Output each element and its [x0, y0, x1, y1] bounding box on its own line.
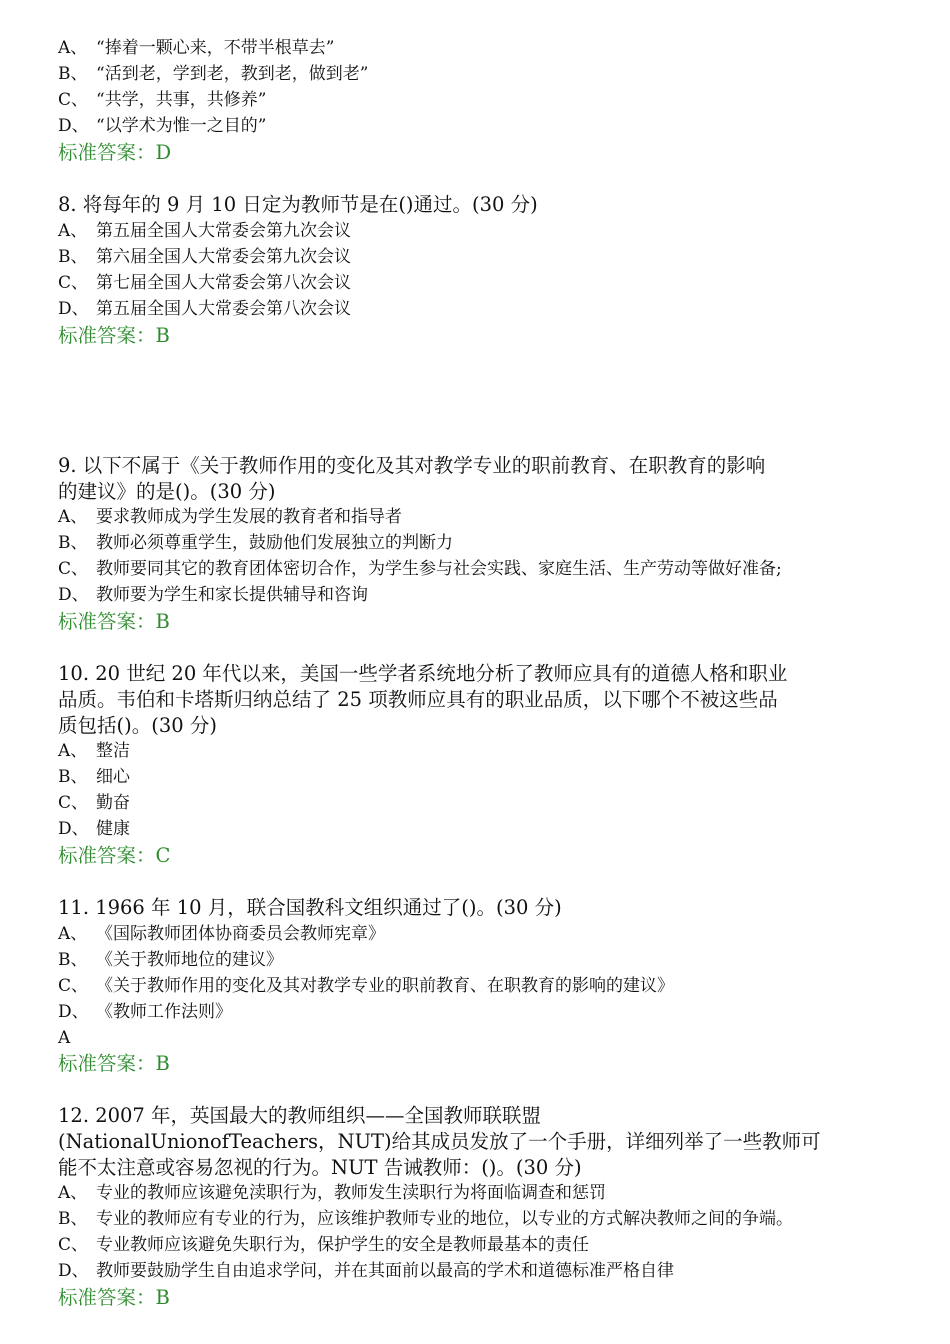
- option-text: 细心: [96, 767, 130, 787]
- option-letter: C、: [58, 559, 89, 579]
- option-text: “共学，共事，共修养”: [96, 90, 267, 110]
- option-letter: A、: [58, 924, 88, 944]
- option-text: 《关于教师地位的建议》: [96, 950, 283, 970]
- option-text: 教师要为学生和家长提供辅导和咨询: [96, 585, 368, 605]
- option-letter: C、: [58, 273, 89, 293]
- answer-line: 标准答案：B: [58, 1286, 170, 1309]
- option-letter: B、: [58, 64, 88, 84]
- question-text: 11. 1966 年 10 月，联合国教科文组织通过了()。(30 分): [58, 896, 562, 919]
- option-letter: D、: [58, 299, 89, 319]
- question-text: 12. 2007 年，英国最大的教师组织——全国教师联联盟: [58, 1104, 542, 1127]
- option-text: 专业的教师应该避免渎职行为，教师发生渎职行为将面临调查和惩罚: [96, 1183, 606, 1203]
- option-a: [58, 1181, 606, 1205]
- option-letter: D、: [58, 1261, 89, 1281]
- option-d: [58, 1259, 674, 1283]
- option-text: 专业教师应该避免失职行为，保护学生的安全是教师最基本的责任: [96, 1235, 589, 1255]
- option-text: 第五届全国人大常委会第八次会议: [96, 299, 351, 319]
- option-letter: D、: [58, 1002, 89, 1022]
- option-b: [58, 531, 453, 555]
- option-c: [58, 974, 674, 998]
- option-a: [58, 922, 385, 946]
- option-text: “以学术为惟一之目的”: [96, 116, 267, 136]
- option-b: [58, 245, 351, 269]
- option-text: 健康: [96, 819, 130, 839]
- option-letter: A、: [58, 507, 88, 527]
- stray-text: A: [58, 1028, 71, 1048]
- option-text: 《关于教师作用的变化及其对教学专业的职前教育、在职教育的影响的建议》: [96, 976, 674, 996]
- option-letter: C、: [58, 1235, 89, 1255]
- option-letter: A、: [58, 38, 88, 58]
- option-text: 要求教师成为学生发展的教育者和指导者: [96, 507, 402, 527]
- option-a: [58, 739, 130, 763]
- option-letter: B、: [58, 533, 88, 553]
- option-d: [58, 817, 130, 841]
- option-b: [58, 765, 130, 789]
- option-text: “捧着一颗心来，不带半根草去”: [96, 38, 335, 58]
- option-letter: D、: [58, 116, 89, 136]
- option-c: [58, 88, 266, 112]
- option-letter: D、: [58, 819, 89, 839]
- option-text: 第五届全国人大常委会第九次会议: [96, 221, 351, 241]
- question-text: 质包括()。(30 分): [58, 714, 217, 737]
- option-b: [58, 62, 368, 86]
- option-letter: C、: [58, 90, 89, 110]
- option-text: 第七届全国人大常委会第八次会议: [96, 273, 351, 293]
- option-text: 勤奋: [96, 793, 130, 813]
- answer-line: 标准答案：B: [58, 1052, 170, 1075]
- answer-line: 标准答案：D: [58, 141, 172, 164]
- question-text: 10. 20 世纪 20 年代以来，美国一些学者系统地分析了教师应具有的道德人格和职业: [58, 662, 788, 685]
- option-text: 整洁: [96, 741, 130, 761]
- option-a: [58, 505, 402, 529]
- option-text: “活到老，学到老，教到老，做到老”: [96, 64, 369, 84]
- question-text: 能不太注意或容易忽视的行为。NUT 告诫教师：()。(30 分): [58, 1156, 582, 1179]
- option-c: [58, 1233, 589, 1257]
- question-text: (NationalUnionofTeachers，NUT)给其成员发放了一个手册，详细列举了一些教师可: [58, 1130, 821, 1153]
- option-text: 教师必须尊重学生，鼓励他们发展独立的判断力: [96, 533, 453, 553]
- option-letter: A、: [58, 1183, 88, 1203]
- option-letter: B、: [58, 950, 88, 970]
- question-text: 8. 将每年的 9 月 10 日定为教师节是在()通过。(30 分): [58, 193, 538, 216]
- option-letter: B、: [58, 767, 88, 787]
- option-letter: B、: [58, 247, 88, 267]
- option-b: [58, 1207, 793, 1231]
- option-text: 《教师工作法则》: [96, 1002, 232, 1022]
- option-a: [58, 219, 351, 243]
- option-c: [58, 791, 130, 815]
- option-b: [58, 948, 283, 972]
- option-letter: C、: [58, 793, 89, 813]
- option-d: [58, 114, 266, 138]
- option-d: [58, 583, 368, 607]
- option-c: [58, 557, 782, 581]
- answer-line: 标准答案：B: [58, 610, 170, 633]
- option-text: 专业的教师应有专业的行为，应该维护教师专业的地位，以专业的方式解决教师之间的争端。: [96, 1209, 793, 1229]
- option-text: 第六届全国人大常委会第九次会议: [96, 247, 351, 267]
- answer-line: 标准答案：B: [58, 324, 170, 347]
- option-c: [58, 271, 351, 295]
- option-letter: D、: [58, 585, 89, 605]
- question-text: 的建议》的是()。(30 分): [58, 480, 276, 503]
- option-d: [58, 297, 351, 321]
- question-text: 9. 以下不属于《关于教师作用的变化及其对教学专业的职前教育、在职教育的影响: [58, 454, 766, 477]
- option-letter: B、: [58, 1209, 88, 1229]
- option-text: 教师要鼓励学生自由追求学问，并在其面前以最高的学术和道德标准严格自律: [96, 1261, 674, 1281]
- option-letter: A、: [58, 741, 88, 761]
- option-letter: A、: [58, 221, 88, 241]
- option-d: [58, 1000, 232, 1024]
- question-text: 品质。韦伯和卡塔斯归纳总结了 25 项教师应具有的职业品质，以下哪个不被这些品: [58, 688, 778, 711]
- answer-line: 标准答案：C: [58, 844, 171, 867]
- option-text: 教师要同其它的教育团体密切合作，为学生参与社会实践、家庭生活、生产劳动等做好准备;: [96, 559, 782, 579]
- option-a: [58, 36, 334, 60]
- option-letter: C、: [58, 976, 89, 996]
- option-text: 《国际教师团体协商委员会教师宪章》: [96, 924, 385, 944]
